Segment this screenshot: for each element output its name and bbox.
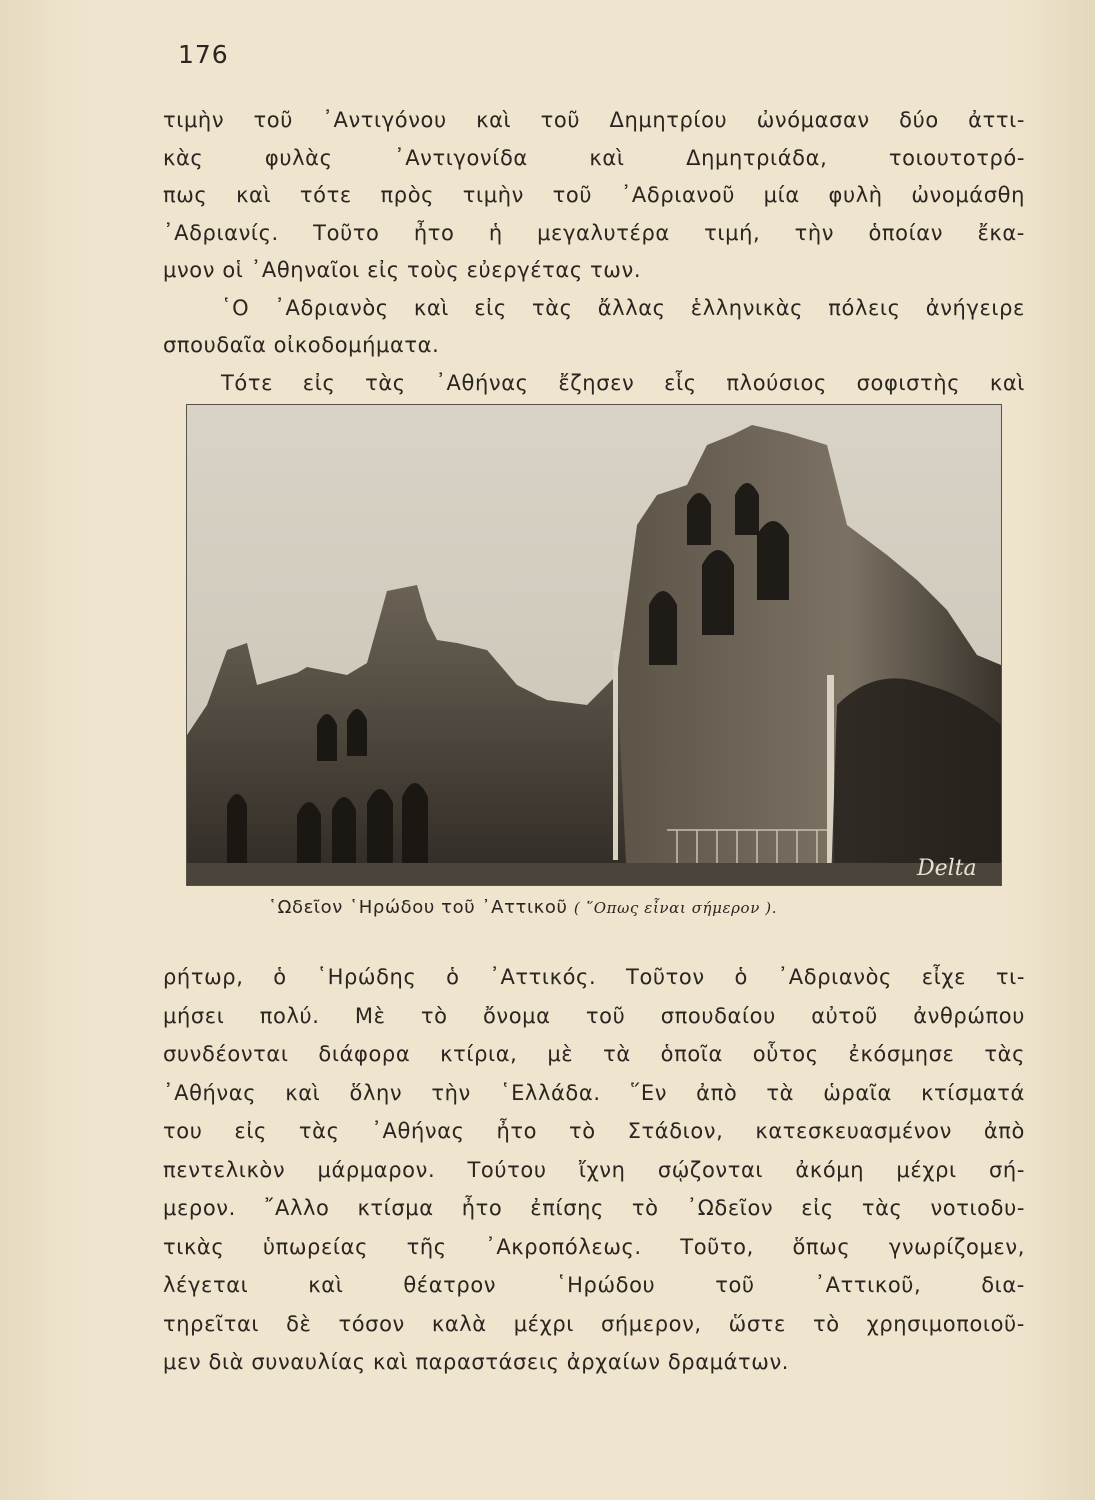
text-line: μερον. ῎Αλλο κτίσμα ἦτο ἐπίσης τὸ ᾿Ωδεῖον εἰς τὰς νοτιοδυ-: [163, 1196, 1025, 1220]
text-line: ρήτωρ, ὁ ῾Ηρώδης ὁ ᾿Αττικός. Τοῦτον ὁ ᾿Αδριανὸς εἶχε τι-: [163, 965, 1025, 989]
text-line: του εἰς τὰς ᾿Αθήνας ἦτο τὸ Στάδιον, κατεσκευασμένον ἀπὸ: [163, 1119, 1025, 1143]
text-line: πως καὶ τότε πρὸς τιμὴν τοῦ ᾿Αδριανοῦ μία φυλὴ ὠνομάσθη: [163, 183, 1025, 207]
text-line: συνδέονται διάφορα κτίρια, μὲ τὰ ὁποῖα οὗτος ἐκόσμησε τὰς: [163, 1042, 1025, 1066]
odeon-photograph: [186, 404, 1002, 886]
bottom-text-block: [163, 958, 1025, 1382]
text-line: τηρεῖται δὲ τόσον καλὰ μέχρι σήμερον, ὥστε τὸ χρησιμοποιοῦ-: [163, 1311, 1025, 1336]
caption-main: ῾Ωδεῖον ῾Ηρώδου τοῦ ᾿Αττικοῦ: [268, 897, 568, 918]
text-line: ᾿Αδριανίς. Τοῦτο ἦτο ἡ μεγαλυτέρα τιμή, τὴν ὁποίαν ἔκα-: [163, 220, 1025, 245]
photo-watermark: Delta: [917, 856, 977, 881]
figure-caption: [268, 897, 968, 918]
text-line: ῾Ο ᾿Αδριανὸς καὶ εἰς τὰς ἄλλας ἑλληνικὰς πόλεις ἀνήγειρε: [221, 295, 1025, 320]
text-line: κὰς φυλὰς ᾿Αντιγονίδα καὶ Δημητριάδα, τοιουτοτρό-: [163, 145, 1025, 170]
text-line: τιμὴν τοῦ ᾿Αντιγόνου καὶ τοῦ Δημητρίου ὠνόμασαν δύο ἀττι-: [163, 108, 1025, 132]
page-number: 176: [178, 40, 229, 69]
text-line: Τότε εἰς τὰς ᾿Αθήνας ἔζησεν εἷς πλούσιος σοφιστὴς καὶ: [221, 370, 1025, 395]
caption-note: ( ῞Οπως εἶναι σήμερον ).: [573, 899, 778, 917]
text-line: λέγεται καὶ θέατρον ῾Ηρώδου τοῦ ᾿Αττικοῦ, δια-: [163, 1273, 1025, 1297]
text-line: τικὰς ὑπωρείας τῆς ᾿Ακροπόλεως. Τοῦτο, ὅπως γνωρίζομεν,: [163, 1234, 1025, 1259]
text-line: μεν διὰ συναυλίας καὶ παραστάσεις ἀρχαίων δραμάτων.: [163, 1350, 790, 1374]
text-line: ᾿Αθήνας καὶ ὅλην τὴν ῾Ελλάδα. ῞Εν ἀπὸ τὰ ὡραῖα κτίσματά: [163, 1080, 1025, 1105]
text-line: μήσει πολύ. Μὲ τὸ ὄνομα τοῦ σπουδαίου αὐτοῦ ἀνθρώπου: [163, 1003, 1025, 1028]
top-text-block: [163, 102, 1025, 402]
text-line: σπουδαῖα οἰκοδομήματα.: [163, 333, 440, 357]
text-line: μνον οἱ ᾿Αθηναῖοι εἰς τοὺς εὐεργέτας των.: [163, 258, 642, 282]
text-line: πεντελικὸν μάρμαρον. Τούτου ἴχνη σῴζονται ἀκόμη μέχρι σή-: [163, 1157, 1025, 1182]
